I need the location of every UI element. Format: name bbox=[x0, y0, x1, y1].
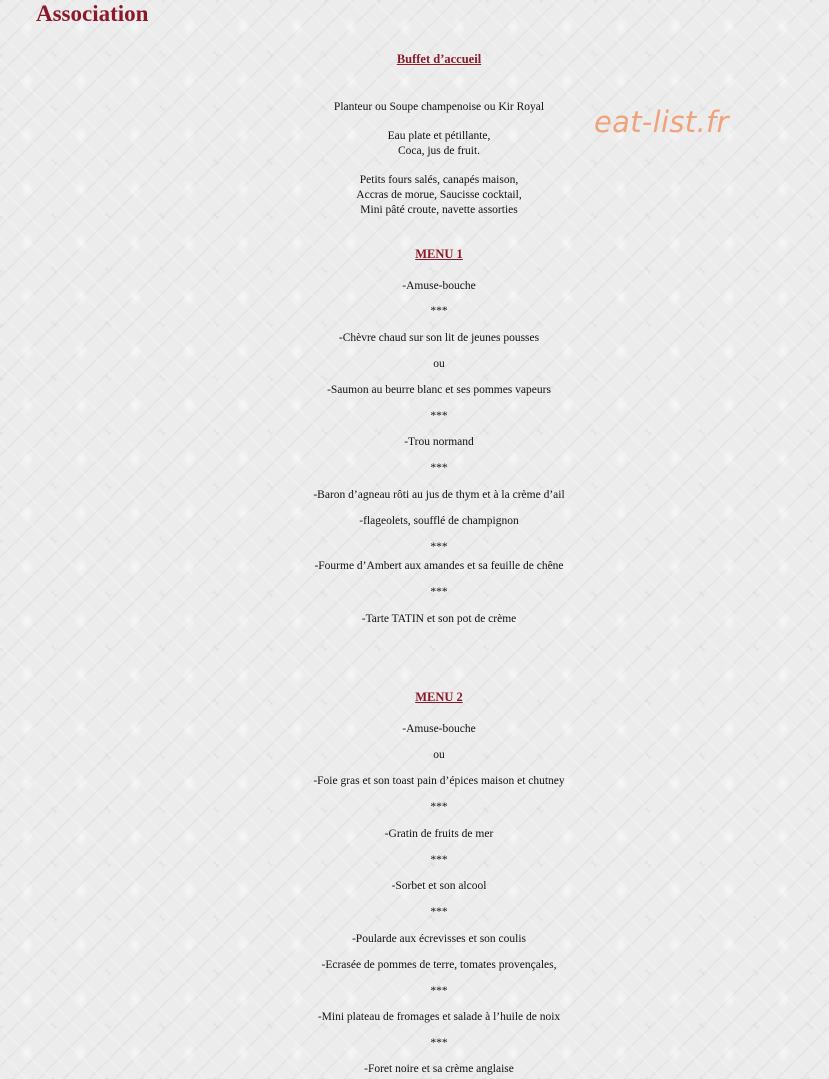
menu1-separator: *** bbox=[430, 541, 448, 553]
menu2-item: -Gratin de fruits de mer bbox=[384, 828, 494, 840]
menu2-item: -Ecrasée de pommes de terre, tomates provençales, bbox=[321, 959, 557, 971]
menu2-item: -Amuse-bouche bbox=[402, 723, 476, 735]
buffet-heading: Buffet d’accueil bbox=[396, 52, 482, 66]
menu2-item: -Sorbet et son alcool bbox=[391, 880, 487, 892]
menu2-separator: *** bbox=[430, 1037, 448, 1049]
menu2-separator: *** bbox=[430, 906, 448, 918]
menu1-item: -Amuse-bouche bbox=[402, 280, 476, 292]
menu1-separator: *** bbox=[430, 462, 448, 474]
buffet-line: Eau plate et pétillante, bbox=[387, 130, 491, 142]
menu1-item: -Trou normand bbox=[404, 436, 474, 448]
menu2-item: -Foret noire et sa crème anglaise bbox=[364, 1063, 514, 1075]
menu1-item: -Tarte TATIN et son pot de crème bbox=[361, 613, 517, 625]
menu1-item: -Fourme d’Ambert aux amandes et sa feuille de chêne bbox=[314, 560, 564, 572]
menu1-heading: MENU 1 bbox=[415, 247, 463, 261]
menu2-item: ou bbox=[433, 749, 445, 761]
menu2-separator: *** bbox=[430, 985, 448, 997]
menu2-item: -Mini plateau de fromages et salade à l’huile de noix bbox=[317, 1011, 561, 1023]
menu1-item: -flageolets, soufflé de champignon bbox=[359, 515, 519, 527]
buffet-line: Petits fours salés, canapés maison, bbox=[359, 174, 519, 186]
menu1-separator: *** bbox=[430, 410, 448, 422]
menu2-heading: MENU 2 bbox=[415, 690, 463, 704]
menu1-separator: *** bbox=[430, 305, 448, 317]
menu2-separator: *** bbox=[430, 854, 448, 866]
buffet-line: Planteur ou Soupe champenoise ou Kir Royal bbox=[333, 101, 545, 113]
buffet-line: Mini pâté croute, navette assorties bbox=[360, 204, 518, 216]
menu1-item: -Baron d’agneau rôti au jus de thym et à la crème d’ail bbox=[313, 489, 565, 501]
menu1-item: -Saumon au beurre blanc et ses pommes vapeurs bbox=[327, 384, 551, 396]
menu2-item: -Foie gras et son toast pain d’épices maison et chutney bbox=[313, 775, 565, 787]
watermark-logo: eat-list.fr bbox=[594, 105, 729, 139]
buffet-line: Coca, jus de fruit. bbox=[397, 145, 481, 157]
menu1-separator: *** bbox=[430, 586, 448, 598]
menu1-item: -Chèvre chaud sur son lit de jeunes pousses bbox=[338, 332, 540, 344]
menu2-separator: *** bbox=[430, 801, 448, 813]
menu1-item: ou bbox=[433, 358, 445, 370]
page-title: Association bbox=[36, 1, 149, 26]
menu2-item: -Poularde aux écrevisses et son coulis bbox=[351, 933, 527, 945]
buffet-line: Accras de morue, Saucisse cocktail, bbox=[356, 189, 522, 201]
